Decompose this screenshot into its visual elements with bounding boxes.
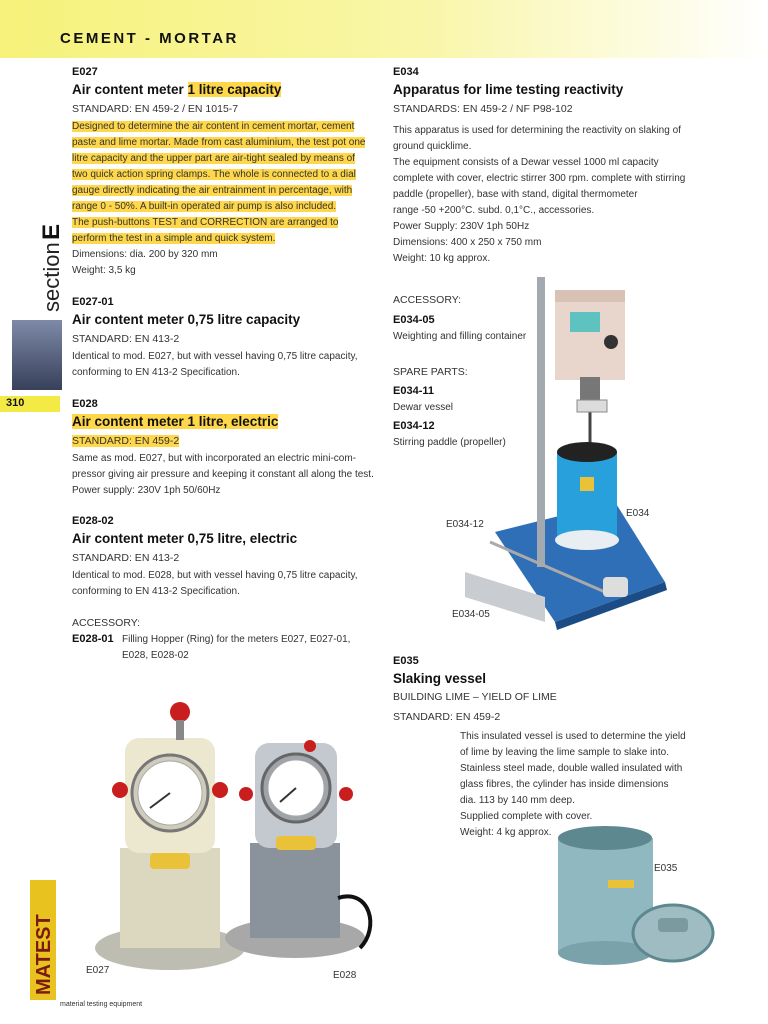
desc-line-text: gauge directly indicating the air entrainment in percentage, with	[72, 185, 353, 196]
desc-line-text: range 0 - 50%. A built-in operated air pump is also included.	[72, 201, 337, 212]
desc-line: conforming to EN 413-2 Specification.	[72, 367, 240, 378]
matest-logo	[30, 880, 56, 1000]
desc-line: Power supply: 230V 1ph 50/60Hz	[72, 485, 221, 496]
e02701-title: Air content meter 0,75 litre capacity	[72, 312, 301, 327]
air-meters-photo	[80, 698, 380, 998]
footer-tagline: material testing equipment	[60, 1001, 143, 1008]
e02701-code: E027-01	[72, 296, 114, 308]
e02701-description	[72, 349, 377, 381]
e02801-description	[122, 632, 377, 664]
photo-label-e034-05: E034-05	[452, 609, 490, 620]
desc-line-text: Designed to determine the air content in cement mortar, cement	[72, 121, 355, 132]
e03411-description: Dewar vessel	[393, 402, 454, 413]
photo-label-e035: E035	[654, 863, 678, 874]
e03405-description: Weighting and filling container	[393, 331, 527, 342]
e027-code: E027	[72, 66, 98, 78]
e02802-standard: STANDARD: EN 413-2	[72, 552, 180, 564]
desc-line: Weight: 10 kg approx.	[393, 253, 491, 264]
svg-text:MATEST: MATEST	[33, 914, 55, 995]
e02802-code: E028-02	[72, 515, 114, 527]
e028-standard-highlight: STANDARD: EN 459-2	[72, 435, 180, 447]
e02802-description	[72, 568, 377, 600]
weight: Weight: 3,5 kg	[72, 265, 136, 276]
desc-line-text: The push-buttons TEST and CORRECTION are arranged to	[72, 217, 339, 228]
header-band	[0, 0, 768, 58]
photo-label-e034-12: E034-12	[446, 519, 484, 530]
e028-standard	[72, 435, 179, 447]
page-number: 310	[6, 397, 25, 409]
e03412-code: E034-12	[393, 420, 435, 432]
section-marker	[4, 210, 64, 320]
e027-title-highlight: 1 litre capacity	[187, 82, 282, 97]
e02701-standard: STANDARD: EN 413-2	[72, 333, 180, 345]
e034-title: Apparatus for lime testing reactivity	[393, 82, 624, 97]
e034-code: E034	[393, 66, 419, 78]
desc-line: The equipment consists of a Dewar vessel 1000 ml capacity	[393, 157, 659, 168]
lime-reactivity-apparatus-photo	[455, 272, 765, 632]
e035-code: E035	[393, 655, 419, 667]
e035-title: Slaking vessel	[393, 671, 487, 686]
e027-standard: STANDARD: EN 459-2 / EN 1015-7	[72, 103, 239, 115]
desc-line	[72, 183, 377, 199]
e03405-code: E034-05	[393, 314, 435, 326]
e028-description	[72, 451, 377, 499]
page-title: CEMENT - MORTAR	[60, 30, 239, 47]
desc-line: Power Supply: 230V 1ph 50Hz	[393, 221, 530, 232]
dimensions: Dimensions: dia. 200 by 320 mm	[72, 249, 218, 260]
desc-line: Identical to mod. E027, but with vessel having 0,75 litre capacity,	[72, 351, 358, 362]
desc-line	[72, 119, 377, 135]
e02802-title: Air content meter 0,75 litre, electric	[72, 531, 298, 546]
desc-line: dia. 113 by 140 mm deep.	[460, 795, 575, 806]
slaking-vessel-photo	[548, 818, 718, 978]
desc-line: Weight: 4 kg approx.	[460, 827, 552, 838]
e034-description	[393, 123, 763, 267]
e027-description	[72, 119, 377, 279]
desc-line: Filling Hopper (Ring) for the meters E027, E027-01,	[122, 634, 351, 645]
section-thumbnail	[12, 320, 62, 390]
photo-label-e034: E034	[626, 508, 650, 519]
desc-line-text: litre capacity and the upper part are air-tight sealed by means of	[72, 153, 355, 164]
e034-standard: STANDARDS: EN 459-2 / NF P98-102	[393, 103, 573, 115]
e027-title	[72, 82, 281, 97]
desc-line-text: two quick action spring clamps. The whole is connected to a dial	[72, 169, 356, 180]
photo-label-e027: E027	[86, 965, 110, 976]
e034-accessory-heading: ACCESSORY:	[393, 294, 462, 306]
desc-line	[72, 199, 377, 215]
desc-line	[72, 151, 377, 167]
desc-line-text: perform the test in a simple and quick system.	[72, 233, 276, 244]
desc-line	[72, 231, 377, 247]
desc-line: Identical to mod. E028, but with vessel having 0,75 litre capacity,	[72, 570, 358, 581]
desc-line: E028, E028-02	[122, 650, 189, 661]
e035-subtitle: BUILDING LIME – YIELD OF LIME	[393, 691, 557, 703]
e028-title	[72, 414, 278, 429]
desc-line: glass fibres, the cylinder has inside dimensions	[460, 779, 669, 790]
desc-line: pressor giving air pressure and keeping it constant all along the test.	[72, 469, 374, 480]
e02801-code: E028-01	[72, 633, 114, 645]
spare-parts-heading: SPARE PARTS:	[393, 366, 468, 378]
desc-line	[72, 167, 377, 183]
desc-line: of lime by leaving the lime sample to slake into.	[460, 747, 669, 758]
desc-line: Same as mod. E027, but with incorporated an electric mini-com-	[72, 453, 357, 464]
e03411-code: E034-11	[393, 385, 434, 397]
desc-line: paddle (propeller), base with stand, digital thermometer	[393, 189, 638, 200]
e028-code: E028	[72, 398, 98, 410]
desc-line: This insulated vessel is used to determine the yield	[460, 731, 686, 742]
desc-line: This apparatus is used for determining the reactivity on slaking of	[393, 125, 681, 136]
e027-title-text: Air content meter	[72, 82, 188, 97]
e035-standard: STANDARD: EN 459-2	[393, 711, 501, 723]
desc-line: conforming to EN 413-2 Specification.	[72, 586, 240, 597]
section-letter: E	[38, 223, 64, 240]
desc-line	[72, 215, 377, 231]
desc-line-text: paste and lime mortar. Made from cast aluminium, the test pot one	[72, 137, 366, 148]
e028-accessory-heading: ACCESSORY:	[72, 617, 141, 629]
desc-line: ground quicklime.	[393, 141, 472, 152]
desc-line: range -50 +200°C. subd. 0,1°C., accessories.	[393, 205, 595, 216]
desc-line: Dimensions: 400 x 250 x 750 mm	[393, 237, 542, 248]
e03412-description: Stirring paddle (propeller)	[393, 437, 506, 448]
section-word: section	[39, 242, 64, 312]
photo-label-e028: E028	[333, 970, 357, 981]
desc-line: Supplied complete with cover.	[460, 811, 593, 822]
desc-line: complete with cover, electric stirrer 300 rpm. complete with stirring	[393, 173, 686, 184]
e028-title-highlight: Air content meter 1 litre, electric	[72, 414, 279, 429]
desc-line: Stainless steel made, double walled insulated with	[460, 763, 683, 774]
desc-line	[72, 135, 377, 151]
